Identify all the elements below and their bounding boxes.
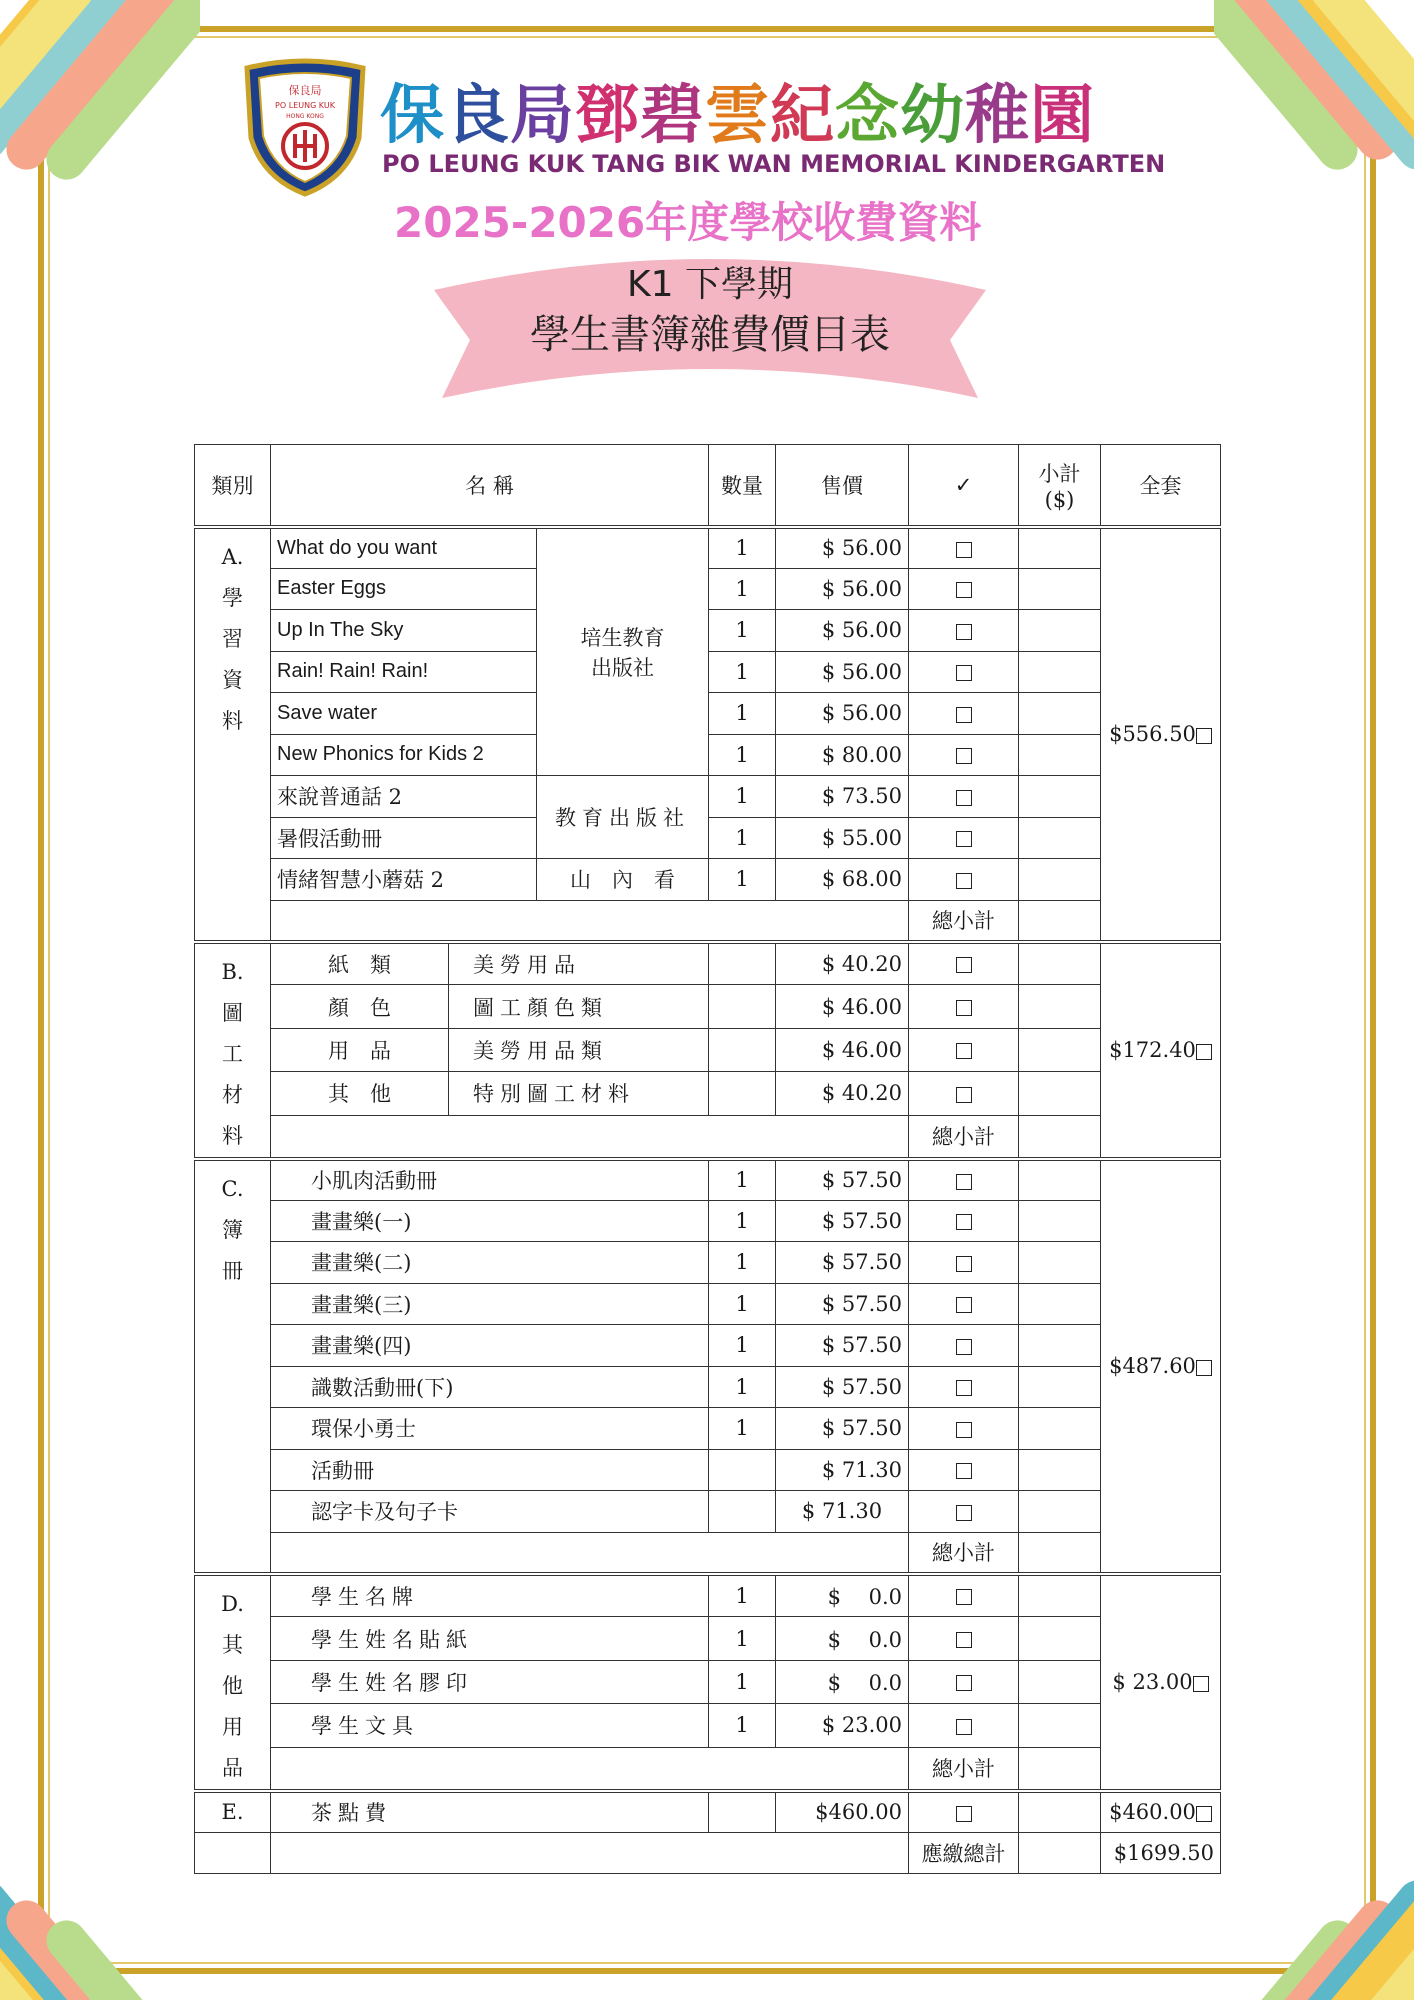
item-price: $ 57.50: [776, 1242, 909, 1284]
section-total-value[interactable]: [1019, 900, 1101, 942]
item-price: $ 56.00: [776, 610, 909, 652]
title-char: 念: [835, 79, 900, 153]
item-name: 活動冊: [271, 1449, 709, 1491]
banner-line-2: 學生書簿雜費價目表: [530, 312, 890, 358]
item-price: $ 46.00: [776, 1028, 909, 1071]
item-checkbox[interactable]: [909, 1283, 1019, 1325]
item-qty: 1: [709, 1408, 776, 1450]
table-row: [195, 1449, 1221, 1491]
item-checkbox[interactable]: [909, 527, 1019, 569]
item-price: $ 56.00: [776, 693, 909, 735]
banner-text: [430, 262, 990, 362]
item-name: 環保小勇士: [271, 1408, 709, 1450]
section-total-value[interactable]: [1019, 1115, 1101, 1158]
table-row: [195, 1283, 1221, 1325]
item-checkbox[interactable]: [909, 776, 1019, 818]
material-desc: 美勞用品類: [449, 1028, 709, 1071]
fullset-c[interactable]: $487.60: [1101, 1159, 1221, 1574]
item-qty: 1: [709, 1242, 776, 1284]
item-subtotal[interactable]: [1019, 1704, 1101, 1747]
item-name: 認字卡及句子卡: [271, 1491, 709, 1533]
item-subtotal[interactable]: [1019, 1200, 1101, 1242]
logo-text-en: PO LEUNG KUK: [275, 101, 335, 110]
item-name: Easter Eggs: [271, 568, 537, 610]
item-subtotal[interactable]: [1019, 1408, 1101, 1450]
item-name: What do you want: [271, 527, 537, 569]
title-char: 幼: [900, 79, 965, 153]
material-type: 其 他: [271, 1072, 449, 1115]
header-price: 售價: [776, 445, 909, 527]
item-name: 學生姓名貼紙: [271, 1617, 709, 1660]
item-price: $ 57.50: [776, 1366, 909, 1408]
item-price: $ 68.00: [776, 859, 909, 901]
item-price: $ 57.50: [776, 1325, 909, 1367]
publisher-pearson: 培生教育 出版社: [537, 527, 709, 776]
item-name: 識數活動冊(下): [271, 1366, 709, 1408]
item-name: 畫畫樂(一): [271, 1200, 709, 1242]
item-checkbox[interactable]: [909, 985, 1019, 1028]
header-category: 類別: [195, 445, 271, 527]
category-c: C. 簿 冊: [195, 1159, 271, 1574]
fullset-d[interactable]: $ 23.00: [1101, 1574, 1221, 1791]
table-row: [195, 1028, 1221, 1071]
fullset-e[interactable]: $460.00: [1101, 1791, 1221, 1833]
section-total-label: 總小計: [909, 900, 1019, 942]
section-total-label: 總小計: [909, 1532, 1019, 1574]
table-row: [195, 1617, 1221, 1660]
material-desc: 美勞用品: [449, 942, 709, 985]
item-name: 畫畫樂(三): [271, 1283, 709, 1325]
item-subtotal[interactable]: [1019, 1574, 1101, 1617]
item-qty: 1: [709, 651, 776, 693]
item-checkbox[interactable]: [909, 942, 1019, 985]
material-desc: 特別圖工材料: [449, 1072, 709, 1115]
item-subtotal[interactable]: [1019, 1366, 1101, 1408]
item-name: Up In The Sky: [271, 610, 537, 652]
publisher-shannei: 山 內 看: [537, 859, 709, 901]
item-subtotal[interactable]: [1019, 1283, 1101, 1325]
item-qty: 1: [709, 1574, 776, 1617]
title-char: 紀: [770, 79, 835, 153]
item-price: $ 0.0: [776, 1660, 909, 1703]
item-qty: [709, 1449, 776, 1491]
item-qty: [709, 1491, 776, 1533]
item-name: 畫畫樂(二): [271, 1242, 709, 1284]
item-subtotal[interactable]: [1019, 776, 1101, 818]
item-name: Save water: [271, 693, 537, 735]
school-crest-logo: [237, 58, 373, 198]
item-checkbox[interactable]: [909, 568, 1019, 610]
item-name: 茶點費: [271, 1791, 709, 1833]
table-row: [195, 1791, 1221, 1833]
item-price: $ 73.50: [776, 776, 909, 818]
material-type: 紙 類: [271, 942, 449, 985]
item-checkbox[interactable]: [909, 1159, 1019, 1201]
section-total-value[interactable]: [1019, 1747, 1101, 1790]
item-qty: 1: [709, 693, 776, 735]
section-total-row: [195, 1747, 1221, 1790]
item-subtotal[interactable]: [1019, 1791, 1101, 1833]
item-price: $ 57.50: [776, 1283, 909, 1325]
item-qty: 1: [709, 1325, 776, 1367]
item-price: $ 57.50: [776, 1408, 909, 1450]
header-fullset: 全套: [1101, 445, 1221, 527]
item-qty: 1: [709, 817, 776, 859]
item-subtotal[interactable]: [1019, 1242, 1101, 1284]
item-checkbox[interactable]: [909, 1028, 1019, 1071]
item-qty: 1: [709, 734, 776, 776]
item-price: $ 0.0: [776, 1574, 909, 1617]
table-row: [195, 1159, 1221, 1201]
table-row: [195, 1366, 1221, 1408]
item-name: 學生姓名膠印: [271, 1660, 709, 1703]
item-subtotal[interactable]: [1019, 610, 1101, 652]
item-qty: 1: [709, 1159, 776, 1201]
item-subtotal[interactable]: [1019, 1491, 1101, 1533]
header-name: 名 稱: [271, 445, 709, 527]
title-char: 雲: [705, 79, 770, 153]
item-checkbox[interactable]: [909, 1491, 1019, 1533]
item-price: $ 71.30: [776, 1449, 909, 1491]
item-subtotal[interactable]: [1019, 1617, 1101, 1660]
item-subtotal[interactable]: [1019, 734, 1101, 776]
item-subtotal[interactable]: [1019, 527, 1101, 569]
table-row: [195, 1200, 1221, 1242]
item-name: 學生文具: [271, 1704, 709, 1747]
item-price: $ 46.00: [776, 985, 909, 1028]
table-header-row: [195, 445, 1221, 527]
item-name: 情緒智慧小蘑菇 2: [271, 859, 537, 901]
item-checkbox[interactable]: [909, 610, 1019, 652]
item-subtotal[interactable]: [1019, 942, 1101, 985]
school-header: [230, 56, 1190, 206]
corner-decoration-top-right: [1214, 0, 1414, 230]
title-char: 保: [380, 79, 445, 153]
material-type: 用 品: [271, 1028, 449, 1071]
table-row: [195, 1704, 1221, 1747]
item-subtotal[interactable]: [1019, 817, 1101, 859]
item-price: $460.00: [776, 1791, 909, 1833]
item-name: 暑假活動冊: [271, 817, 537, 859]
item-price: $ 57.50: [776, 1159, 909, 1201]
item-subtotal[interactable]: [1019, 1072, 1101, 1115]
section-total-row: [195, 1532, 1221, 1574]
item-name: 小肌肉活動冊: [271, 1159, 709, 1201]
item-qty: 1: [709, 568, 776, 610]
item-qty: 1: [709, 527, 776, 569]
item-price: $ 57.50: [776, 1200, 909, 1242]
title-char: 園: [1030, 79, 1095, 153]
item-name: 學生名牌: [271, 1574, 709, 1617]
logo-text-hk: HONG KONG: [286, 113, 324, 120]
item-checkbox[interactable]: [909, 1449, 1019, 1491]
table-row: [195, 1072, 1221, 1115]
item-checkbox[interactable]: [909, 1574, 1019, 1617]
banner-line-1: K1 下學期: [627, 264, 793, 305]
year-fee-title: 2025-2026年度學校收費資料: [394, 198, 982, 247]
item-subtotal[interactable]: [1019, 1159, 1101, 1201]
section-total-row: [195, 1115, 1221, 1158]
category-d: D. 其 他 用 品: [195, 1574, 271, 1791]
item-price: $ 71.30: [776, 1491, 909, 1533]
corner-decoration-bottom-left: [0, 1770, 200, 2000]
item-checkbox[interactable]: [909, 1200, 1019, 1242]
item-checkbox[interactable]: [909, 1660, 1019, 1703]
item-subtotal[interactable]: [1019, 1660, 1101, 1703]
item-price: $ 0.0: [776, 1617, 909, 1660]
section-total-value[interactable]: [1019, 1532, 1101, 1574]
item-price: $ 56.00: [776, 568, 909, 610]
item-name: New Phonics for Kids 2: [271, 734, 537, 776]
item-qty: 1: [709, 776, 776, 818]
table-row: [195, 1242, 1221, 1284]
item-qty: 1: [709, 1200, 776, 1242]
item-checkbox[interactable]: [909, 1072, 1019, 1115]
item-subtotal[interactable]: [1019, 568, 1101, 610]
school-name-zh: [380, 64, 1095, 156]
item-qty: 1: [709, 1704, 776, 1747]
item-price: $ 56.00: [776, 651, 909, 693]
item-checkbox[interactable]: [909, 859, 1019, 901]
corner-decoration-top-left: [0, 0, 200, 230]
item-price: $ 23.00: [776, 1704, 909, 1747]
grand-total-label: 應繳總計: [909, 1832, 1019, 1874]
header-qty: 數量: [709, 445, 776, 527]
title-char: 稚: [965, 79, 1030, 153]
section-total-row: [195, 900, 1221, 942]
fee-table: [194, 444, 1221, 1874]
title-char: 碧: [640, 79, 705, 153]
item-checkbox[interactable]: [909, 1408, 1019, 1450]
school-name-en: PO LEUNG KUK TANG BIK WAN MEMORIAL KINDERGARTEN: [382, 150, 1166, 178]
item-price: $ 56.00: [776, 527, 909, 569]
publisher-education: 教育出版社: [537, 776, 709, 859]
table-row: [195, 1574, 1221, 1617]
item-subtotal[interactable]: [1019, 859, 1101, 901]
item-qty: 1: [709, 1283, 776, 1325]
item-checkbox[interactable]: [909, 734, 1019, 776]
item-subtotal[interactable]: [1019, 693, 1101, 735]
item-qty: 1: [709, 1660, 776, 1703]
item-checkbox[interactable]: [909, 1366, 1019, 1408]
logo-text-zh: 保良局: [288, 84, 322, 97]
item-price: $ 55.00: [776, 817, 909, 859]
item-subtotal[interactable]: [1019, 985, 1101, 1028]
category-a: A. 學 習 資 料: [195, 527, 271, 942]
item-price: $ 40.20: [776, 942, 909, 985]
title-char: 局: [510, 79, 575, 153]
item-checkbox[interactable]: [909, 1325, 1019, 1367]
table-row: [195, 1325, 1221, 1367]
table-row: [195, 1491, 1221, 1533]
material-type: 顏 色: [271, 985, 449, 1028]
header-check: ✓: [909, 445, 1019, 527]
item-checkbox[interactable]: [909, 1617, 1019, 1660]
item-subtotal[interactable]: [1019, 651, 1101, 693]
table-row: [195, 985, 1221, 1028]
item-price: $ 40.20: [776, 1072, 909, 1115]
item-price: $ 80.00: [776, 734, 909, 776]
table-row: [195, 1660, 1221, 1703]
item-qty: 1: [709, 1366, 776, 1408]
grand-total-row: [195, 1832, 1221, 1874]
item-checkbox[interactable]: [909, 1242, 1019, 1284]
title-char: 良: [445, 79, 510, 153]
header-subtotal: 小計 ($): [1019, 445, 1101, 527]
section-total-label: 總小計: [909, 1115, 1019, 1158]
fullset-b[interactable]: $172.40: [1101, 942, 1221, 1159]
item-checkbox[interactable]: [909, 1791, 1019, 1833]
table-row: [195, 942, 1221, 985]
table-row: [195, 1408, 1221, 1450]
section-total-label: 總小計: [909, 1747, 1019, 1790]
item-checkbox[interactable]: [909, 817, 1019, 859]
corner-decoration-bottom-right: [1214, 1770, 1414, 2000]
title-char: 鄧: [575, 79, 640, 153]
item-checkbox[interactable]: [909, 693, 1019, 735]
item-qty: 1: [709, 1617, 776, 1660]
grand-total-value: $1699.50: [1101, 1832, 1221, 1874]
item-name: 畫畫樂(四): [271, 1325, 709, 1367]
item-subtotal[interactable]: [1019, 1028, 1101, 1071]
table-row: [195, 527, 1221, 569]
item-subtotal[interactable]: [1019, 1325, 1101, 1367]
fullset-a[interactable]: $556.50: [1101, 527, 1221, 942]
category-b: B. 圖 工 材 料: [195, 942, 271, 1159]
category-e: E.: [195, 1791, 271, 1833]
item-checkbox[interactable]: [909, 1704, 1019, 1747]
item-checkbox[interactable]: [909, 651, 1019, 693]
item-qty: 1: [709, 859, 776, 901]
material-desc: 圖工顏色類: [449, 985, 709, 1028]
item-name: Rain! Rain! Rain!: [271, 651, 537, 693]
item-name: 來說普通話 2: [271, 776, 537, 818]
table-row: [195, 859, 1221, 901]
table-row: [195, 776, 1221, 818]
item-qty: 1: [709, 610, 776, 652]
item-subtotal[interactable]: [1019, 1449, 1101, 1491]
